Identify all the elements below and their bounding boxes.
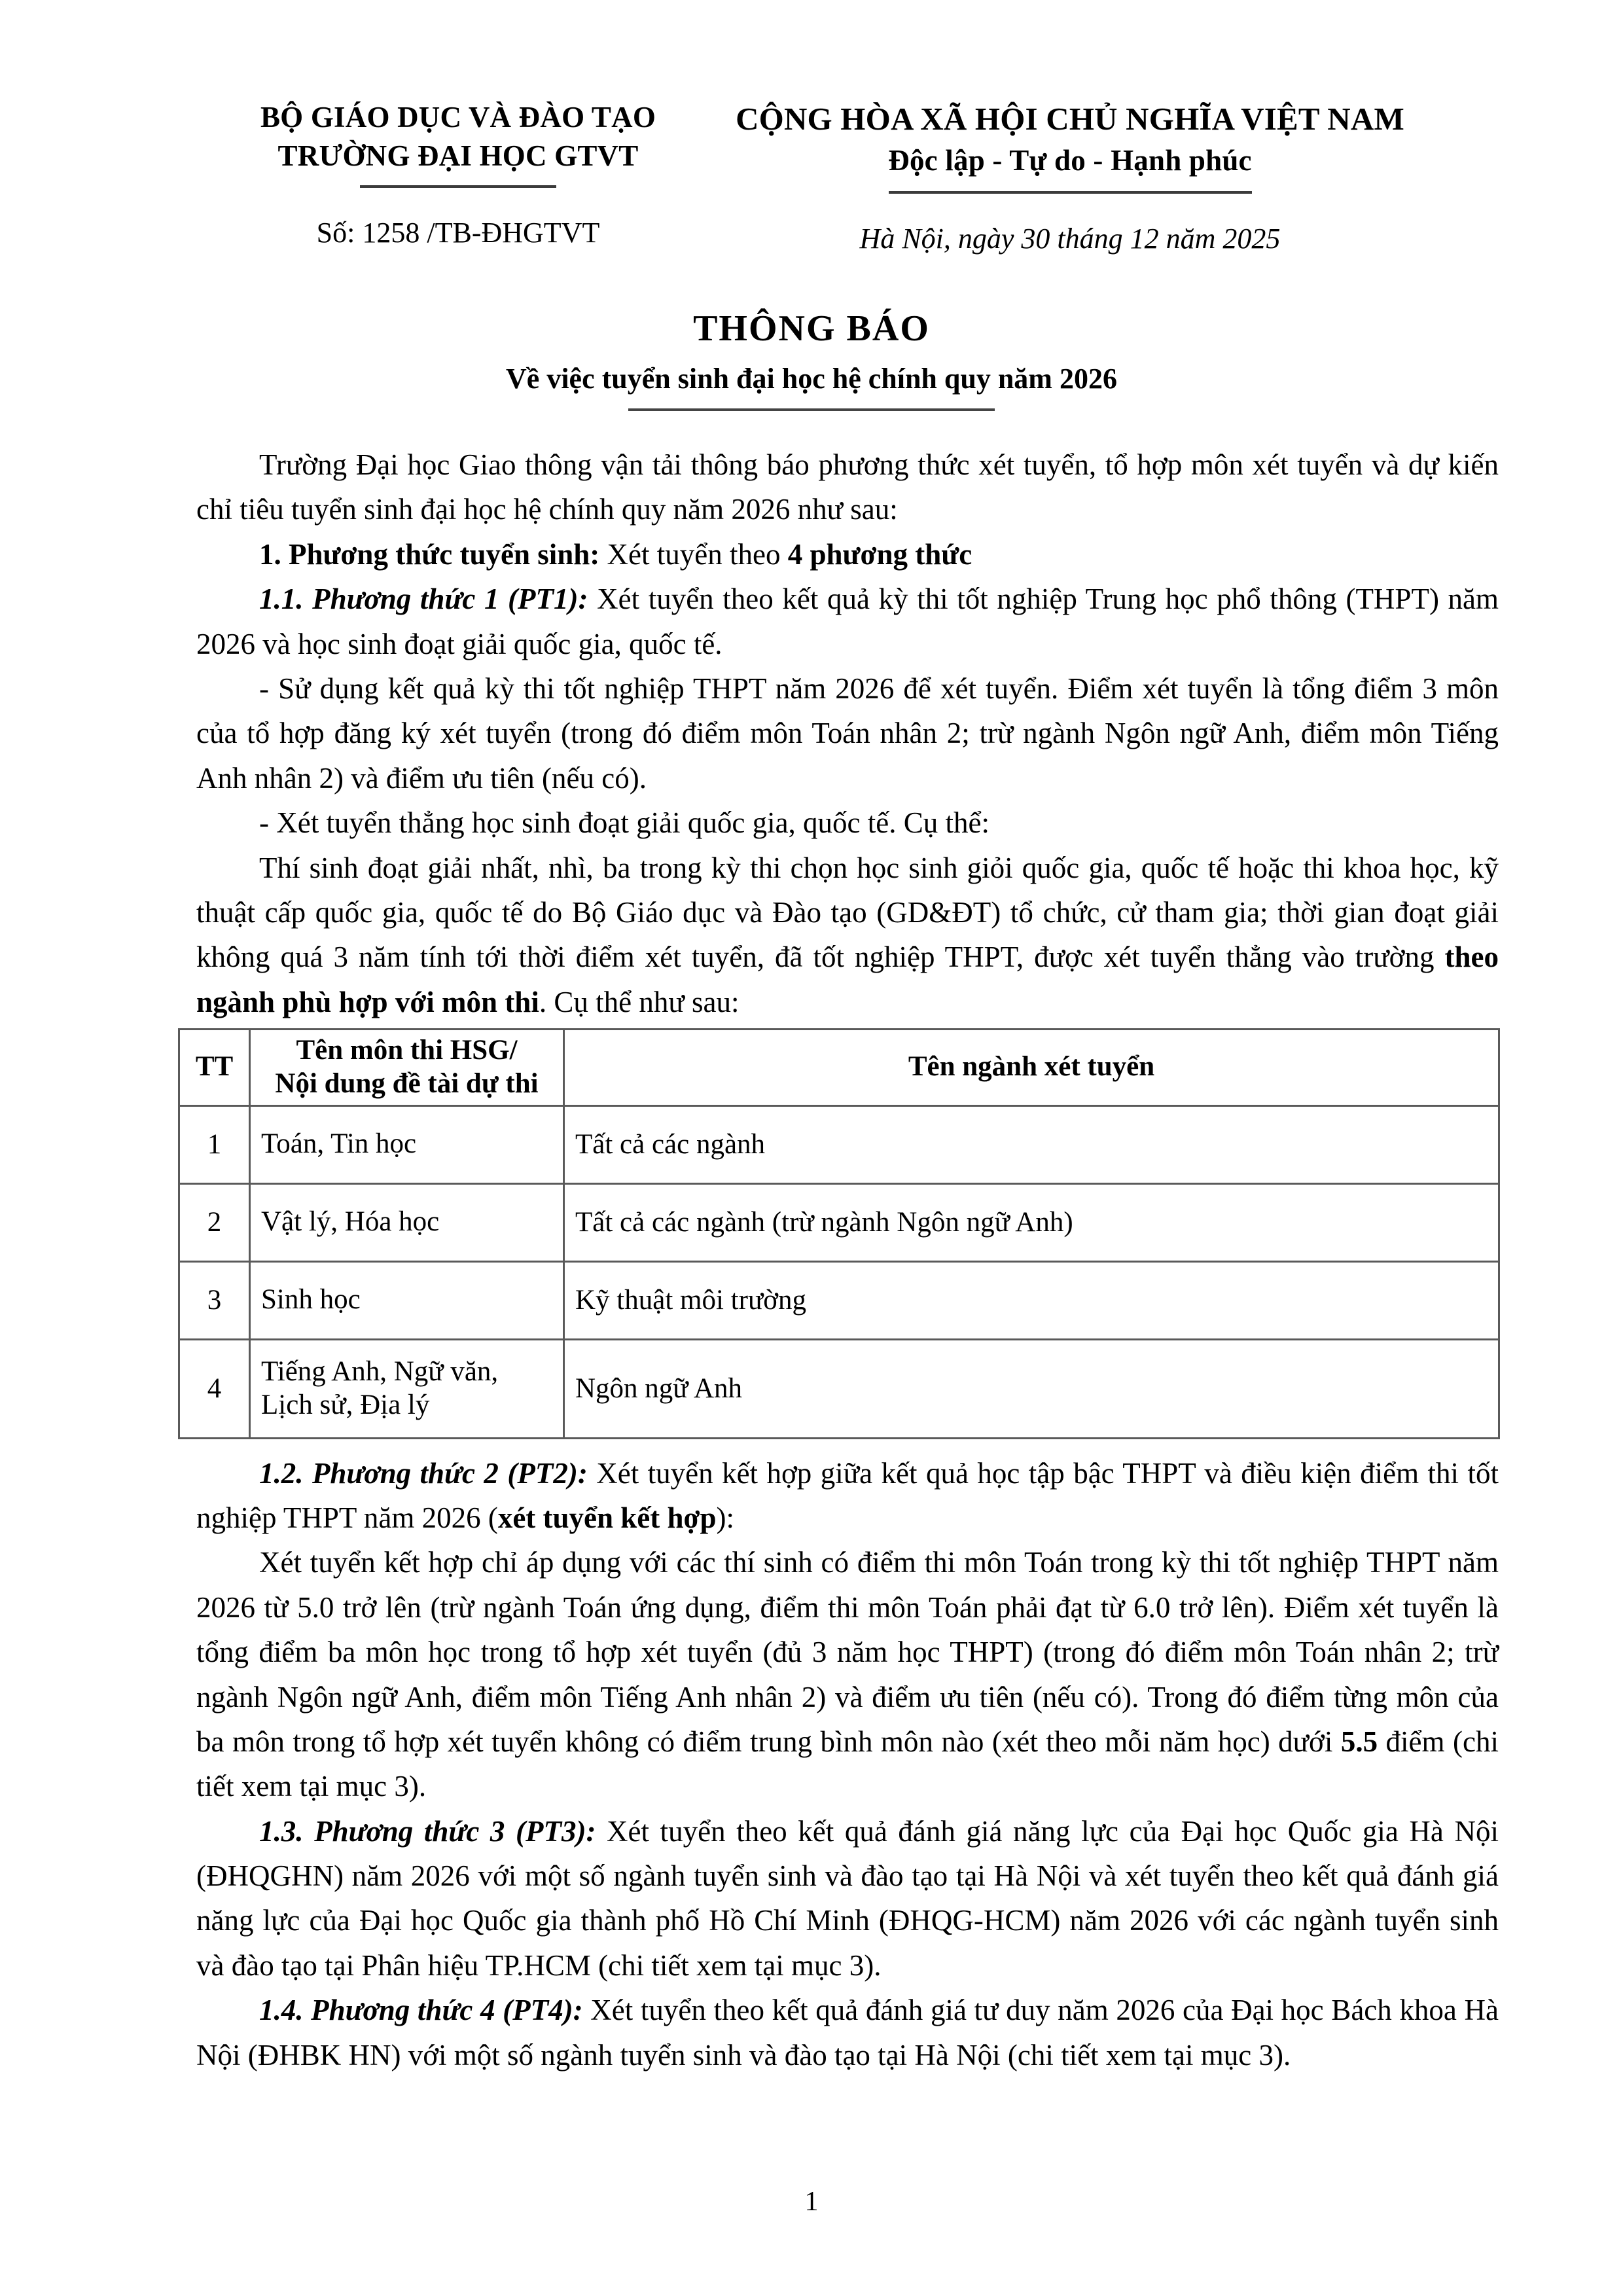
pt3-paragraph: [196, 1809, 1499, 1988]
letterhead-right-rule: [889, 191, 1252, 194]
table-row: [179, 1261, 1499, 1339]
pt3-text: Xét tuyển theo kết quả đánh giá năng lực của Đại học Quốc gia Hà Nội (ĐHQGHN) năm 2026 với một số ngành tuyển sinh và đào tạo tại Hà Nội và xét tuyển theo kết quả đánh giá năng lực của Đại học Quốc gia thành phố Hồ Chí Minh (ĐHQG-HCM) năm 2026 với các ngành tuyển sinh và đào tạo tại Phân hiệu TP.HCM (chi tiết xem tại mục 3).: [196, 1814, 1499, 1982]
university-name-line2: TRƯỜNG ĐẠI HỌC GTVT: [277, 139, 639, 173]
document-body: [196, 442, 1499, 2077]
pt1-detail-emphasis: theo ngành phù hợp với môn thi: [196, 941, 1499, 1018]
title-underline-rule: [628, 408, 995, 411]
pt1-detail-tail: . Cụ thể như sau:: [539, 985, 740, 1018]
pt4-label: 1.4. Phương thức 4 (PT4):: [259, 1994, 583, 2027]
table-header-row: [179, 1030, 1499, 1105]
national-motto: Độc lập - Tự do - Hạnh phúc: [888, 143, 1252, 177]
pt1-bullet-1: - Sử dụng kết quả kỳ thi tốt nghiệp THPT năm 2026 để xét tuyển. Điểm xét tuyển là tổng điểm 3 môn của tổ hợp đăng ký xét tuyển (trong đó điểm môn Toán nhân 2; trừ ngành Ngôn ngữ Anh, điểm môn Tiếng Anh nhân 2) và điểm ưu tiên (nếu có).: [196, 672, 1499, 795]
hsg-table-wrapper: [178, 1028, 1500, 1439]
table-cell-subject: [250, 1339, 564, 1438]
section-1-count: 4 phương thức: [787, 537, 972, 571]
table-header-subject: [250, 1030, 564, 1105]
table-cell-major: Ngôn ngữ Anh: [564, 1339, 1499, 1438]
table-cell-major: Tất cả các ngành: [564, 1105, 1499, 1183]
table-header-subject-line2: Nội dung đề tài dự thi: [275, 1067, 539, 1099]
letterhead-left-rule: [360, 185, 556, 188]
pt2-detail-tail: điểm (chi tiết xem tại mục 3).: [196, 1725, 1499, 1803]
pt2-text-b: ):: [716, 1501, 734, 1534]
table-cell-subject: Toán, Tin học: [250, 1105, 564, 1183]
table-cell-subject: Vật lý, Hóa học: [250, 1183, 564, 1261]
letterhead: [196, 98, 1427, 257]
place-and-date: Hà Nội, ngày 30 tháng 12 năm 2025: [859, 222, 1281, 255]
hsg-major-mapping-table: [178, 1028, 1500, 1439]
table-header-subject-line1: Tên môn thi HSG/: [296, 1035, 518, 1066]
table-cell-subject: Sinh học: [250, 1261, 564, 1339]
table-cell-tt: 4: [179, 1339, 250, 1438]
table-row: [179, 1339, 1499, 1438]
pt1-detail-lead: Thí sinh đoạt giải nhất, nhì, ba trong kỳ thi chọn học sinh giỏi quốc gia, quốc tế hoặc thi khoa học, kỹ thuật cấp quốc gia, quốc tế do Bộ Giáo dục và Đào tạo (GD&ĐT) tổ chức, cử tham gia; thời gian đoạt giải không quá 3 năm tính tới thời điểm xét tuyển, đã tốt nghiệp THPT, được xét tuyển thẳng vào trường: [196, 851, 1499, 974]
table-header-major: Tên ngành xét tuyển: [564, 1030, 1499, 1105]
table-row: [179, 1183, 1499, 1261]
table-cell-tt: 3: [179, 1261, 250, 1339]
pt4-paragraph: [196, 1988, 1499, 2077]
section-1-heading: [196, 532, 1499, 577]
pt1-detail-paragraph: [196, 846, 1499, 1025]
pt1-bullet-2: - Xét tuyển thẳng học sinh đoạt giải quốc gia, quốc tế. Cụ thể:: [259, 806, 990, 840]
table-cell-tt: 2: [179, 1183, 250, 1261]
table-row: [179, 1105, 1499, 1183]
table-cell-major: Tất cả các ngành (trừ ngành Ngôn ngữ Anh): [564, 1183, 1499, 1261]
pt1-heading-paragraph: [196, 577, 1499, 666]
ministry-name-line1: BỘ GIÁO DỤC VÀ ĐÀO TẠO: [260, 101, 656, 134]
document-title: THÔNG BÁO: [693, 308, 930, 349]
pt2-heading-paragraph: [196, 1451, 1499, 1541]
pt4-text: Xét tuyển theo kết quả đánh giá tư duy năm 2026 của Đại học Bách khoa Hà Nội (ĐHBK HN) với một số ngành tuyển sinh và đào tạo tại Hà Nội (chi tiết xem tại mục 3).: [196, 1994, 1499, 2072]
table-cell-subject-line1: Tiếng Anh, Ngữ văn,: [261, 1355, 499, 1387]
letterhead-left: [196, 98, 713, 251]
pt2-detail-paragraph: [196, 1540, 1499, 1808]
intro-paragraph: Trường Đại học Giao thông vận tải thông báo phương thức xét tuyển, tổ hợp môn xét tuyển và dự kiến chỉ tiêu tuyển sinh đại học hệ chính quy năm 2026 như sau:: [196, 448, 1499, 526]
pt1-label: 1.1. Phương thức 1 (PT1):: [259, 583, 588, 616]
pt2-text-emphasis: xét tuyển kết hợp: [497, 1501, 717, 1534]
table-cell-major: Kỹ thuật môi trường: [564, 1261, 1499, 1339]
pt1-text: Xét tuyển theo kết quả kỳ thi tốt nghiệp Trung học phổ thông (THPT) năm 2026 và học sinh đoạt giải quốc gia, quốc tế.: [196, 583, 1499, 660]
document-subtitle: Về việc tuyển sinh đại học hệ chính quy năm 2026: [506, 363, 1117, 395]
table-cell-tt: 1: [179, 1105, 250, 1183]
table-header-tt: TT: [179, 1030, 250, 1105]
pt2-detail-score: 5.5: [1340, 1725, 1378, 1758]
pt3-label: 1.3. Phương thức 3 (PT3):: [259, 1814, 596, 1848]
title-block: [196, 306, 1427, 411]
pt2-label: 1.2. Phương thức 2 (PT2):: [259, 1456, 588, 1490]
page-number: 1: [804, 2187, 819, 2217]
table-cell-subject-line2: Lịch sử, Địa lý: [261, 1389, 430, 1420]
section-1-label: 1. Phương thức tuyển sinh:: [259, 537, 600, 571]
national-title: CỘNG HÒA XÃ HỘI CHỦ NGHĨA VIỆT NAM: [736, 101, 1404, 137]
document-number: Số: 1258 /TB-ĐHGTVT: [316, 216, 600, 249]
pt2-detail-lead: Xét tuyển kết hợp chỉ áp dụng với các thí sinh có điểm thi môn Toán trong kỳ thi tốt nghiệp THPT năm 2026 từ 5.0 trở lên (trừ ngành Toán ứng dụng, điểm thi môn Toán phải đạt từ 6.0 trở lên). Điểm xét tuyển là tổng điểm ba môn học trong tổ hợp xét tuyển (đủ 3 năm học THPT) (trong đó điểm môn Toán nhân 2; trừ ngành Ngôn ngữ Anh, điểm môn Tiếng Anh nhân 2) và điểm ưu tiên (nếu có). Trong đó điểm từng môn của ba môn trong tổ hợp xét tuyển không có điểm trung bình môn nào (xét theo mỗi năm học) dưới: [196, 1546, 1499, 1758]
pt2-text-a: Xét tuyển kết hợp giữa kết quả học tập bậc THPT và điều kiện điểm thi tốt nghiệp THPT năm 2026 (: [196, 1456, 1499, 1534]
letterhead-right: [713, 98, 1427, 257]
section-1-middle: Xét tuyển theo: [599, 537, 788, 571]
